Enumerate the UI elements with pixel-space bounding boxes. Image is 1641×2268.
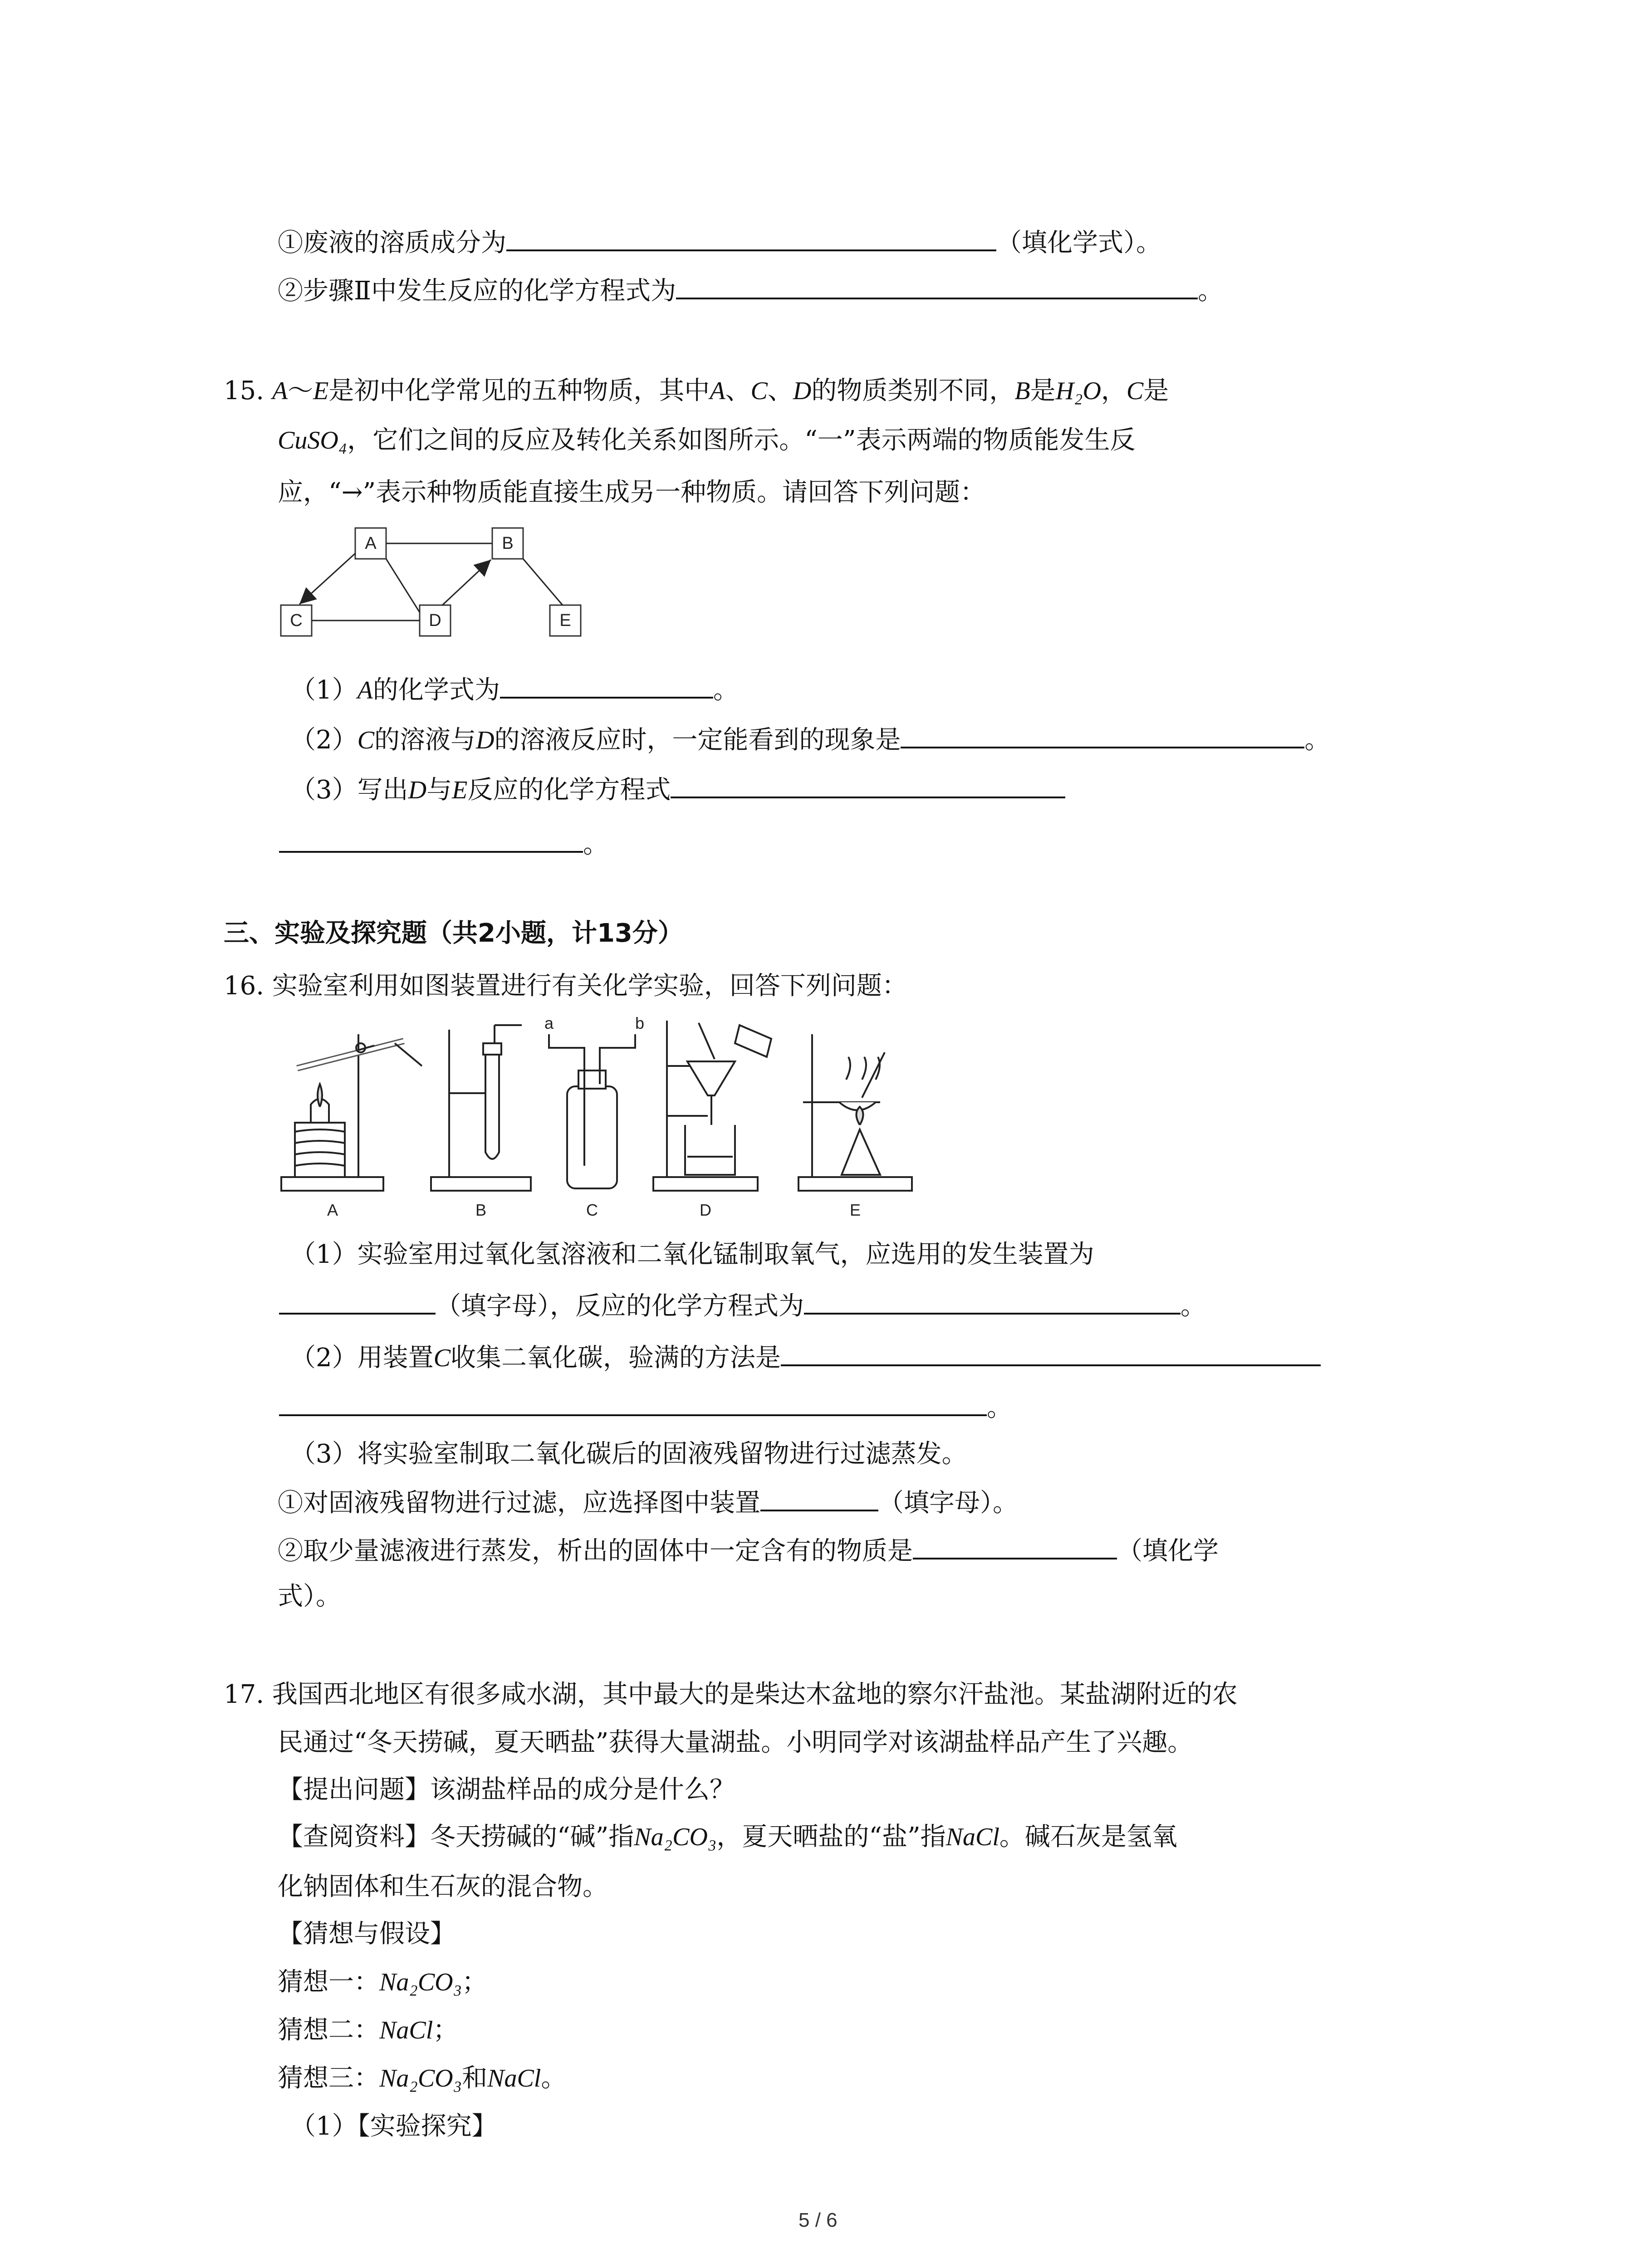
- apparatus-c-port-a: a: [544, 1016, 554, 1032]
- q15-sub3-prefix: （3）写出: [290, 775, 408, 805]
- apparatus-b: [431, 1025, 531, 1191]
- q16-sub2-blank-2[interactable]: [279, 1389, 987, 1416]
- q15-stem-text8: ，它们之间的反应及转化关系如图所示。“一”表示两端的物质能发生反: [347, 425, 1136, 455]
- q15-tilde: ～: [288, 376, 314, 406]
- q16-sub2-prefix: （2）用装置: [290, 1343, 434, 1373]
- q16-sub3-item1: [278, 1484, 1018, 1520]
- q15-sub1-var-a: A: [357, 676, 373, 704]
- q16-sub3-item1-suffix: （填字母）。: [878, 1488, 1018, 1518]
- q15-stem-text9: 应，“→”表示种物质能直接生成另一种物质。请回答下列问题：: [278, 478, 986, 507]
- q15-edge-d-b: [442, 560, 491, 605]
- apparatus-c: [549, 1034, 635, 1188]
- q17-hypothesis-title: [278, 1918, 456, 1950]
- q17-explore-text: （1）【实验探究】: [290, 2112, 497, 2141]
- section-3-heading: 三、实验及探究题（共2小题，计13分）: [224, 919, 683, 948]
- apparatus-c-port-b: b: [635, 1016, 645, 1032]
- apparatus-e: [798, 1034, 912, 1191]
- q15-edge-a-c: [299, 553, 355, 604]
- q17-hypo3-end: 。: [541, 2063, 567, 2093]
- q16-sub1-blank-2[interactable]: [804, 1287, 1181, 1315]
- q14-item1-suffix: （填化学式）。: [996, 228, 1161, 258]
- apparatus-label-d: D: [700, 1201, 711, 1219]
- q16-sub1-blank-1[interactable]: [279, 1287, 436, 1315]
- q15-sub1-prefix: （1）: [290, 675, 358, 705]
- q17-hypo3-formula1: Na₂CO₃: [379, 2064, 462, 2092]
- q15-number: 15.: [224, 376, 265, 406]
- q15-sub3-cont: [279, 826, 608, 861]
- q15-stem-text2: 、: [725, 376, 751, 406]
- q15-formula-h2o: H₂O: [1055, 377, 1101, 405]
- q15-sub3-var-d: D: [408, 776, 427, 804]
- q15-var-e: E: [313, 377, 329, 405]
- q17-line2: [278, 1726, 1193, 1759]
- page-number: 5 / 6: [798, 2209, 838, 2231]
- q15-sub3-text1: 与: [426, 775, 452, 805]
- q16-sub1-suffix: 。: [1181, 1291, 1206, 1321]
- apparatus-label-b: B: [475, 1201, 487, 1219]
- q17-hypothesis-1: [278, 1966, 487, 1999]
- q17-info-text1: 【查阅资料】冬天捞碱的“碱”指: [278, 1822, 634, 1852]
- q15-relation-diagram: [272, 522, 599, 658]
- q17-line1: [224, 1678, 1238, 1711]
- q17-hypo3-formula2: NaCl: [487, 2064, 541, 2092]
- q14-item1-label: ①废液的溶质成分为: [278, 228, 506, 258]
- apparatus-label-e: E: [849, 1201, 861, 1219]
- q15-stem-text1: 是初中化学常见的五种物质，其中: [328, 376, 710, 406]
- q17-hypo1-formula: Na₂CO₃: [379, 1968, 462, 1996]
- q15-sub1-suffix: 。: [713, 675, 739, 705]
- q17-info-line1: [278, 1821, 1177, 1853]
- q15-edge-a-d: [386, 559, 420, 612]
- q15-var-a2: A: [710, 377, 725, 405]
- q15-sub1-blank[interactable]: [500, 671, 713, 699]
- q15-node-b: B: [502, 534, 514, 553]
- q15-sub2-var-c: C: [357, 726, 374, 754]
- q16-sub3-item2-cont: [278, 1580, 341, 1613]
- q15-node-a: A: [365, 534, 377, 553]
- q15-stem-text7: 是: [1143, 376, 1169, 406]
- apparatus-d: [653, 1021, 771, 1191]
- q14-item2-suffix: 。: [1198, 276, 1224, 306]
- q15-var-b: B: [1014, 377, 1030, 405]
- apparatus-label-c: C: [586, 1201, 598, 1219]
- q15-node-d: D: [429, 611, 441, 630]
- q17-number: 17.: [224, 1680, 265, 1709]
- q16-sub3-item1-text: ①对固液残留物进行过滤，应选择图中装置: [278, 1488, 760, 1518]
- q16-stem: [224, 970, 907, 1002]
- q16-sub3: [290, 1438, 967, 1471]
- q16-sub2-line1: [290, 1339, 1321, 1374]
- q16-sub3-blank-2[interactable]: [913, 1532, 1117, 1559]
- q16-sub2-blank-1[interactable]: [781, 1339, 1321, 1366]
- q17-hypothesis-2: [278, 2014, 458, 2047]
- q16-sub3-item2-text: ②取少量滤液进行蒸发，析出的固体中一定含有的物质是: [278, 1536, 913, 1566]
- q15-node-c: C: [290, 611, 303, 630]
- q15-sub2-text1: 的溶液与: [374, 725, 476, 755]
- q15-sub1-text: 的化学式为: [372, 675, 500, 705]
- q17-hypo3-and: 和: [462, 2063, 488, 2093]
- q16-sub3-item2: [278, 1532, 1219, 1568]
- q14-answer-blank-1[interactable]: [506, 224, 996, 251]
- q17-hypo1-end: ；: [462, 1967, 488, 1997]
- q15-stem-line3: [278, 476, 985, 509]
- q17-hypothesis-title-text: 【猜想与假设】: [278, 1919, 456, 1949]
- q15-sub2-blank[interactable]: [901, 721, 1304, 748]
- q16-sub2-var-c: C: [433, 1344, 451, 1372]
- apparatus-label-a: A: [327, 1201, 338, 1219]
- q15-stem-text3: 、: [767, 376, 793, 406]
- q14-item2: [278, 272, 1223, 308]
- q17-hypo2-formula: NaCl: [379, 2016, 433, 2044]
- q15-sub3: [290, 771, 1065, 807]
- q17-hypo2-label: 猜想二：: [278, 2015, 379, 2045]
- q16-sub2-text: 收集二氧化碳，验满的方法是: [451, 1343, 781, 1373]
- q17-question: [278, 1774, 735, 1806]
- q15-stem-line2: [278, 424, 1136, 457]
- q16-sub1-line2: [279, 1287, 1206, 1323]
- q16-sub2-line2: [279, 1389, 1012, 1424]
- q16-apparatus-figure: [277, 1016, 921, 1220]
- q15-formula-cuso4: CuSO₄: [278, 426, 348, 455]
- q15-edge-b-e: [523, 559, 563, 605]
- q16-sub1-line1: [290, 1238, 1094, 1271]
- q15-stem-text5: 是: [1030, 376, 1056, 406]
- q16-stem-text: 实验室利用如图装置进行有关化学实验，回答下列问题：: [272, 971, 907, 1001]
- q17-hypo3-label: 猜想三：: [278, 2063, 379, 2093]
- q15-sub3-blank-2[interactable]: [279, 826, 583, 853]
- q15-var-d: D: [793, 377, 812, 405]
- q15-sub3-var-e: E: [452, 776, 468, 804]
- q16-number: 16.: [224, 971, 265, 1001]
- q15-sub2-suffix: 。: [1304, 725, 1330, 755]
- q14-item1: [278, 224, 1161, 259]
- q17-hypo2-end: ；: [433, 2015, 459, 2045]
- q16-sub3-blank-1[interactable]: [760, 1484, 878, 1511]
- q15-sub2-prefix: （2）: [290, 725, 358, 755]
- q15-stem-text4: 的物质类别不同，: [811, 376, 1015, 406]
- q15-sub3-suffix: 。: [583, 830, 608, 859]
- q15-stem-text6: ，: [1101, 376, 1127, 406]
- q17-line2-text: 民通过“冬天捞碱，夏天晒盐”获得大量湖盐。小明同学对该湖盐样品产生了兴趣。: [278, 1728, 1193, 1757]
- q16-sub3-text: （3）将实验室制取二氧化碳后的固液残留物进行过滤蒸发。: [290, 1439, 967, 1469]
- q17-info-formula-na2co3: Na₂CO₃: [634, 1823, 717, 1851]
- q16-sub3-item2-suffix: （填化学: [1117, 1536, 1219, 1566]
- q15-sub1: [290, 671, 739, 707]
- q16-sub1-mid: （填字母），反应的化学方程式为: [436, 1291, 804, 1321]
- q17-info-line2: [278, 1871, 608, 1903]
- q16-sub1-text: （1）实验室用过氧化氢溶液和二氧化锰制取氧气，应选用的发生装置为: [290, 1240, 1094, 1269]
- q17-info-text3: 。碱石灰是氢氧: [999, 1822, 1177, 1852]
- q17-question-text: 【提出问题】该湖盐样品的成分是什么？: [278, 1775, 735, 1804]
- q14-item2-label: ②步骤Ⅱ中发生反应的化学方程式为: [278, 276, 676, 306]
- q15-sub3-blank-1[interactable]: [671, 771, 1065, 798]
- q15-var-c2: C: [1126, 377, 1144, 405]
- q14-answer-blank-2[interactable]: [676, 272, 1198, 299]
- q15-sub2: [290, 721, 1330, 757]
- q15-stem-line1: [224, 375, 1169, 407]
- q17-hypothesis-3: [278, 2062, 566, 2095]
- q17-info-text2: ，夏天晒盐的“盐”指: [716, 1822, 946, 1852]
- q15-node-e: E: [559, 611, 571, 630]
- q17-line1-text: 我国西北地区有很多咸水湖，其中最大的是柴达木盆地的察尔汗盐池。某盐湖附近的农: [272, 1680, 1238, 1709]
- q17-info-formula-nacl: NaCl: [945, 1823, 999, 1851]
- q15-sub2-var-d: D: [476, 726, 495, 754]
- q17-hypo1-label: 猜想一：: [278, 1967, 379, 1997]
- q15-sub2-text2: 的溶液反应时，一定能看到的现象是: [494, 725, 901, 755]
- q17-explore: [290, 2110, 497, 2143]
- q16-sub2-suffix: 。: [987, 1393, 1012, 1422]
- q17-info-text4: 化钠固体和生石灰的混合物。: [278, 1872, 608, 1901]
- q16-sub3-item2-cont-text: 式）。: [278, 1582, 341, 1611]
- q15-var-a: A: [272, 377, 288, 405]
- q15-var-c: C: [750, 377, 768, 405]
- apparatus-a: [281, 1034, 422, 1191]
- q15-sub3-text2: 反应的化学方程式: [467, 775, 671, 805]
